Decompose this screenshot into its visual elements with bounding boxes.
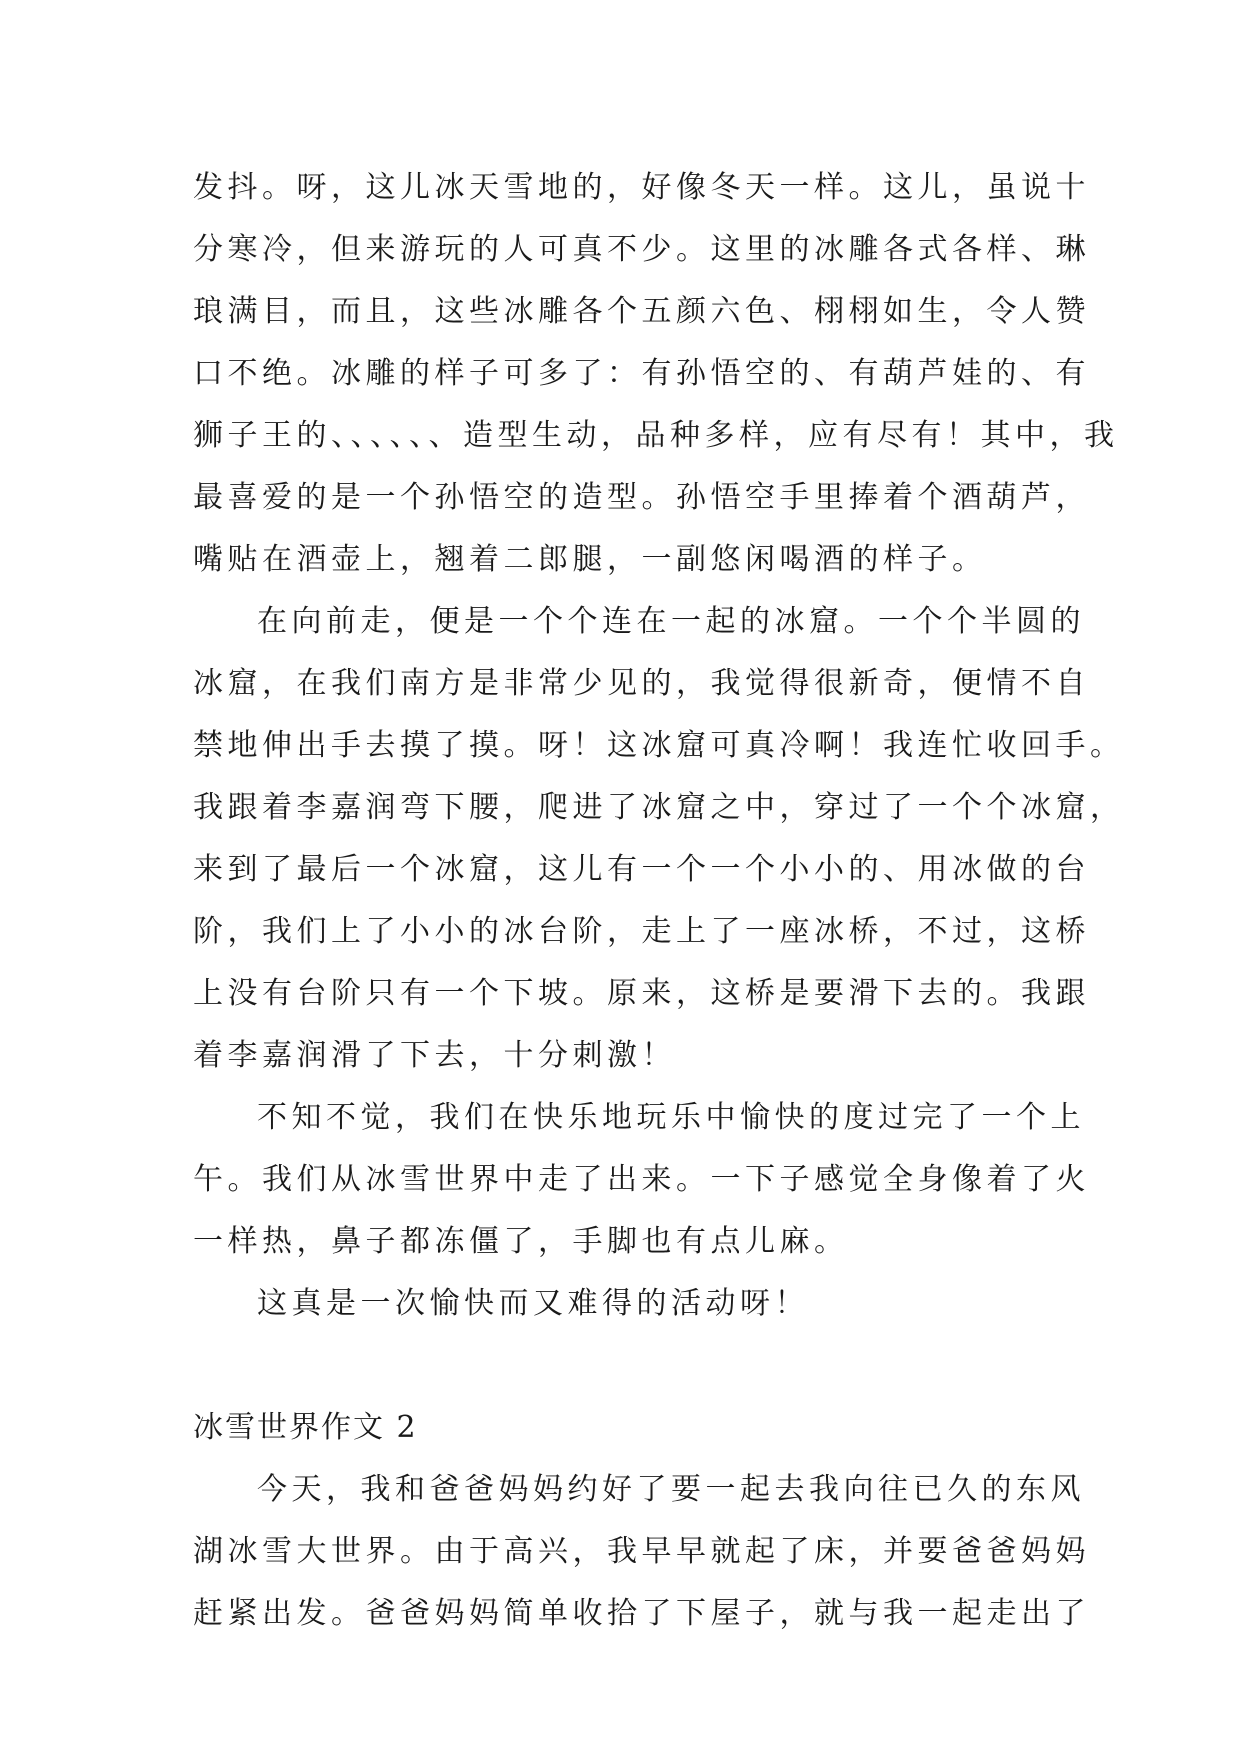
text-line: 我跟着李嘉润弯下腰，爬进了冰窟之中，穿过了一个个冰窟， [193, 790, 1125, 825]
text-line: 今天，我和爸爸妈妈约好了要一起去我向往已久的东风 [257, 1472, 1085, 1507]
text-line: 最喜爱的是一个孙悟空的造型。孙悟空手里捧着个酒葫芦， [193, 480, 1090, 515]
section-spacer [193, 1335, 1063, 1397]
text-line: 口不绝。冰雕的样子可多了：有孙悟空的、有葫芦娃的、有 [193, 356, 1090, 391]
text-line: 来到了最后一个冰窟，这儿有一个一个小小的、用冰做的台 [193, 852, 1090, 887]
text-line: 着李嘉润滑了下去，十分刺激！ [193, 1038, 676, 1073]
text-line: 赶紧出发。爸爸妈妈简单收拾了下屋子，就与我一起走出了 [193, 1596, 1090, 1631]
paragraph [193, 1459, 1090, 1645]
text-line: 狮子王的、、、、、、造型生动，品种多样，应有尽有！其中，我 [193, 418, 1119, 453]
text-line: 湖冰雪大世界。由于高兴，我早早就起了床，并要爸爸妈妈 [193, 1534, 1090, 1569]
text-line: 发抖。呀，这儿冰天雪地的，好像冬天一样。这儿，虽说十 [193, 170, 1090, 205]
text-line: 不知不觉，我们在快乐地玩乐中愉快的度过完了一个上 [257, 1100, 1085, 1135]
text-line: 分寒冷，但来游玩的人可真不少。这里的冰雕各式各样、琳 [193, 232, 1090, 267]
paragraph [193, 1087, 1090, 1273]
paragraph [193, 157, 1119, 591]
text-line: 午。我们从冰雪世界中走了出来。一下子感觉全身像着了火 [193, 1162, 1090, 1197]
text-line: 琅满目，而且，这些冰雕各个五颜六色、栩栩如生，令人赞 [193, 294, 1090, 329]
text-line: 嘴贴在酒壶上，翘着二郎腿，一副悠闲喝酒的样子。 [193, 542, 987, 577]
paragraph [193, 591, 1125, 1087]
text-line: 在向前走，便是一个个连在一起的冰窟。一个个半圆的 [257, 604, 1085, 639]
text-line: 禁地伸出手去摸了摸。呀！这冰窟可真冷啊！我连忙收回手。 [193, 728, 1125, 763]
text-line: 冰窟，在我们南方是非常少见的，我觉得很新奇，便情不自 [193, 666, 1090, 701]
text-line: 阶，我们上了小小的冰台阶，走上了一座冰桥，不过，这桥 [193, 914, 1090, 949]
section-title: 冰雪世界作文 2 [193, 1410, 418, 1445]
document-body [193, 157, 1125, 1645]
text-line: 一样热，鼻子都冻僵了，手脚也有点儿麻。 [193, 1224, 849, 1259]
text-line: 上没有台阶只有一个下坡。原来，这桥是要滑下去的。我跟 [193, 976, 1090, 1011]
text-line: 这真是一次愉快而又难得的活动呀！ [257, 1286, 809, 1321]
paragraph [193, 1273, 1063, 1335]
